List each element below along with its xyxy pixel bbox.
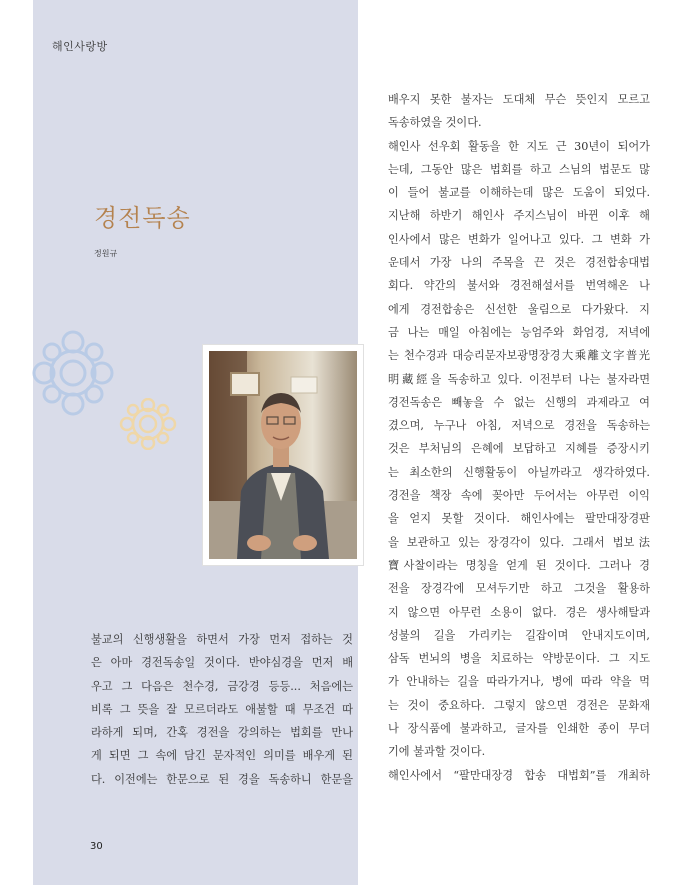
body-line: 성불의 길을 가리키는 길잡이며 안내지도이며, <box>388 628 650 642</box>
body-line: 는 것이 중요하다. 그렇지 않으면 경전은 문화재 <box>388 698 650 712</box>
body-line: 는 천수경과 대승리문자보광명장경大乘離文字普光 <box>388 349 650 363</box>
body-line: 은 아마 경전독송일 것이다. 반야심경을 먼저 배 <box>91 656 353 670</box>
body-line: 삼독 번뇌의 병을 치료하는 약방문이다. 그 지도 <box>388 652 650 666</box>
body-line: 회다. 약간의 불서와 경전해설서를 번역해온 나 <box>388 279 650 293</box>
body-line: 해인사 선우회 활동을 한 지도 근 30년이 되어가 <box>388 139 650 153</box>
body-line: 경전독송은 빼놓을 수 없는 신행의 과제라고 여 <box>388 395 650 409</box>
body-line: 경전을 책장 속에 꽂아만 두어서는 아무런 이익 <box>388 489 650 503</box>
article-body-left-column <box>91 628 353 791</box>
body-line: 우고 그 다음은 천수경, 금강경 등등... 처음에는 <box>91 679 353 693</box>
body-line: 것은 부처님의 은혜에 보답하고 지혜를 증장시키 <box>388 442 650 456</box>
body-line: 운데서 가장 나의 주목을 끈 것은 경전합송대법 <box>388 256 650 270</box>
body-line: 해인사에서 “팔만대장경 합송 대법회”를 개최하 <box>388 768 650 782</box>
body-line: 을 보관하고 있는 장경각이 있다. 그래서 법보法 <box>388 535 650 549</box>
article-title: 경전독송 <box>94 204 191 232</box>
body-line: 다. 이전에는 한문으로 된 경을 독송하니 한문을 <box>91 772 353 786</box>
body-line: 지 않으면 아무런 소용이 없다. 경은 생사해탈과 <box>388 605 650 619</box>
body-line: 독송하였을 것이다. <box>388 116 482 130</box>
body-line: 불교의 신행생활을 하면서 가장 먼저 접하는 것 <box>91 633 353 646</box>
body-line: 비록 그 뜻을 잘 모르더라도 애불할 때 무조건 따 <box>91 702 353 716</box>
article-author: 정원규 <box>94 249 118 258</box>
author-photo <box>203 345 363 565</box>
body-line: 寶사찰이라는 명칭을 얻게 된 것이다. 그러나 경 <box>388 558 650 572</box>
body-line: 이 들어 불교를 이해하는데 많은 도움이 되었다. <box>388 186 650 200</box>
body-line: 나 장식품에 불과하고, 글자를 인쇄한 종이 무더 <box>388 722 650 736</box>
author-portrait-image <box>209 351 357 559</box>
body-line: 겼으며, 누구나 아침, 저녁으로 경전을 독송하는 <box>388 419 650 433</box>
article-body-right-column <box>388 88 650 787</box>
page-number: 30 <box>90 841 103 852</box>
body-line: 지난해 하반기 해인사 주지스님이 바뀐 이후 해 <box>388 209 650 223</box>
body-line: 明藏經을 독송하고 있다. 이전부터 나는 불자라면 <box>388 372 650 386</box>
cloud-pattern-gold-icon <box>118 398 178 450</box>
body-line: 금 나는 매일 아침에는 능엄주와 화엄경, 저녁에 <box>388 325 650 339</box>
body-line: 전을 장경각에 모셔두기만 하고 그것을 활용하 <box>388 582 650 596</box>
body-line: 가 안내하는 길을 따라가거나, 병에 따라 약을 먹 <box>388 675 650 689</box>
body-line: 기에 불과할 것이다. <box>388 745 486 759</box>
section-label: 해인사랑방 <box>52 40 108 53</box>
body-line: 는데, 그동안 많은 법회를 하고 스님의 법문도 많 <box>388 162 650 176</box>
body-line: 는 최소한의 신행활동이 아닐까라고 생각하였다. <box>388 465 650 479</box>
body-line: 배우지 못한 불자는 도대체 무슨 뜻인지 모르고 <box>388 93 650 106</box>
body-line: 인사에서 많은 변화가 일어나고 있다. 그 변화 가 <box>388 232 650 246</box>
body-line: 라하게 되며, 간혹 경전을 강의하는 법회를 만나 <box>91 726 353 740</box>
body-line: 에게 경전합송은 신선한 울림으로 다가왔다. 지 <box>388 302 650 316</box>
body-line: 게 되면 그 속에 담긴 문자적인 의미를 배우게 된 <box>91 749 353 763</box>
body-line: 을 얻지 못할 것이다. 해인사에는 팔만대장경판 <box>388 512 650 526</box>
cloud-pattern-blue-icon <box>32 330 114 416</box>
